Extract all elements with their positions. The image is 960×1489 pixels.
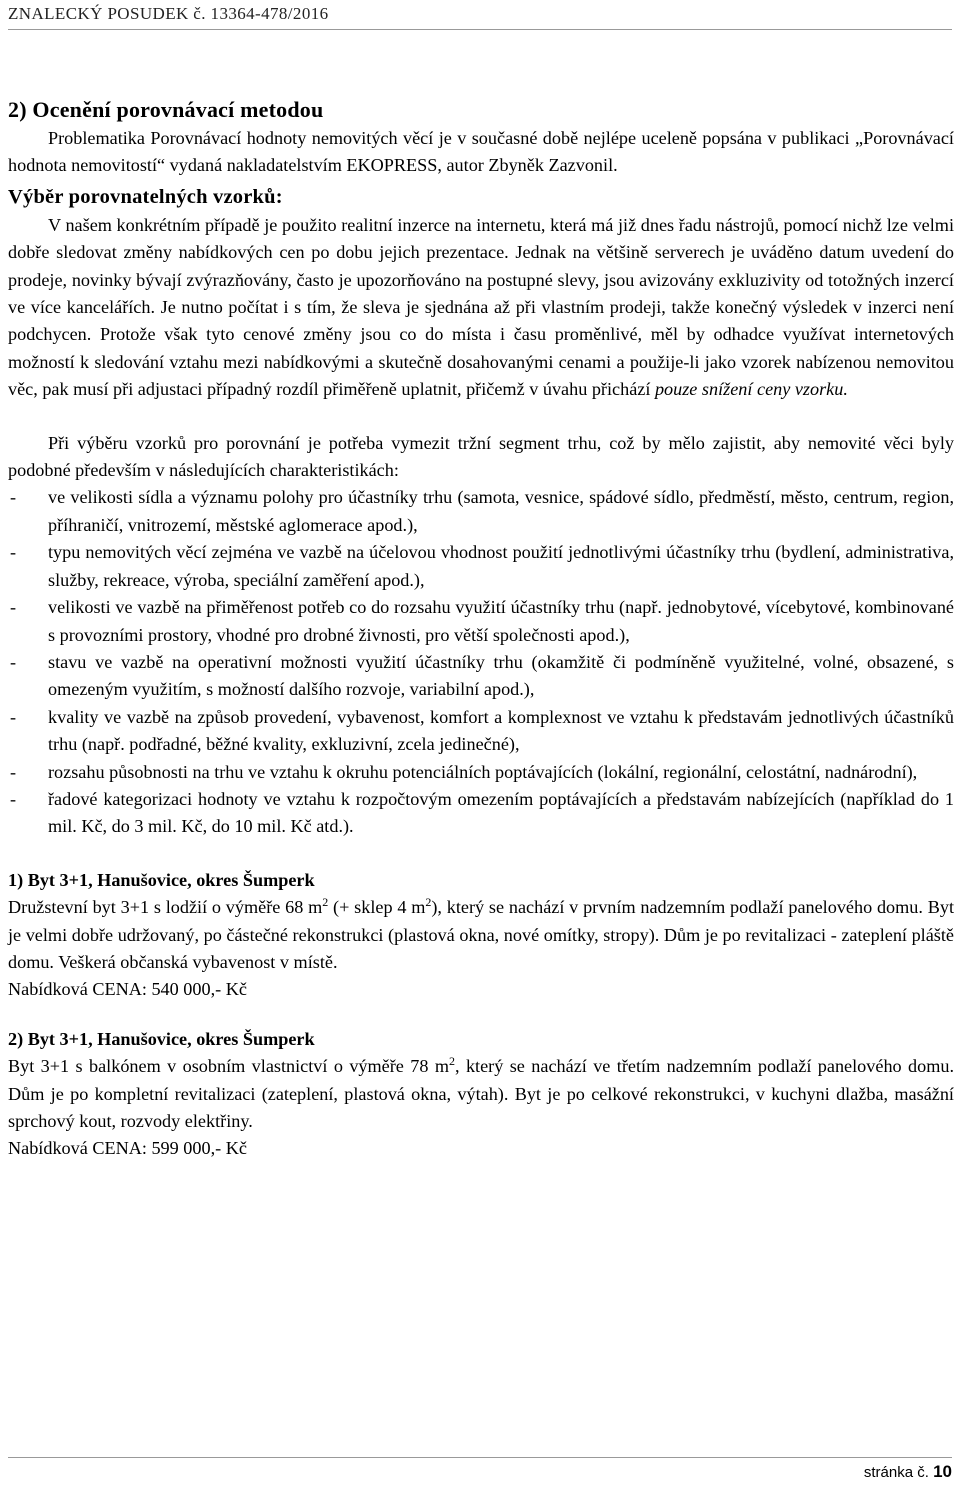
list-item [8, 594, 954, 649]
list-item [8, 704, 954, 759]
list-item [8, 539, 954, 594]
paragraph-1 [8, 212, 954, 404]
offer-1-title: 1) Byt 3+1, Hanušovice, okres Šumperk [8, 869, 315, 890]
offer-2-description [8, 1053, 954, 1135]
section-heading: 2) Ocenění porovnávací metodou [8, 97, 324, 122]
spacer [8, 1004, 954, 1014]
page-footer [864, 1462, 952, 1482]
spacer [8, 841, 954, 855]
offer-1-price: Nabídková CENA: 540 000,- Kč [8, 979, 247, 1000]
list-item [8, 786, 954, 841]
offer-2-sup-a: 2 [449, 1054, 456, 1069]
criteria-list [8, 484, 954, 840]
offer-2-desc-c: , který se nachází ve třetím nadzemním podlaží panelového domu. Dům je po kompletní revitalizaci (zateplení, plastová okna, výtah). Byt je po celkové rekonstrukci, v kuchyni dlažba, masážní sprchový kout, rozvody elektřiny. [8, 1056, 955, 1131]
list-item-text: typu nemovitých věcí zejména ve vazbě na účelovou vhodnost použití jednotlivými účastníky trhu (bydlení, administrativa, služby, rekreace, výroba, speciální zaměření apod.), [48, 542, 954, 590]
dash-marker: - [10, 542, 17, 563]
offer-1-description [8, 894, 954, 976]
offer-2-desc-a: Byt 3+1 s balkónem v osobním vlastnictví o výměře 78 m [8, 1056, 450, 1077]
document-header: ZNALECKÝ POSUDEK č. 13364-478/2016 [8, 4, 329, 23]
subheading: Výběr porovnatelných vzorků: [8, 185, 283, 208]
list-item-text: kvality ve vazbě na způsob provedení, vybavenost, komfort a komplexnost ve vztahu k představám jednotlivých účastníků trhu (např. podřadné, běžné kvality, exkluzivní, zcela jedinečné), [48, 706, 954, 755]
list-item-text: ve velikosti sídla a významu polohy pro účastníky trhu (samota, vesnice, spádové sídlo, předměstí, město, centrum, region, příhraničí, vnitrozemí, městské aglomerace apod.), [48, 487, 954, 535]
offer-1-desc-b: (+ sklep 4 m [328, 897, 426, 918]
dash-marker: - [10, 706, 17, 727]
list-item [8, 759, 954, 786]
spacer [8, 404, 954, 430]
paragraph-1-text: V našem konkrétním případě je použito realitní inzerce na internetu, která má již dnes řadu nástrojů, pomocí nichž lze velmi dobře sledovat změny nabídkových cen po dobu jejich prezentace. Jednak na většině serverech je uváděno datum uvedení do prodeje, novinky bývají zvýrazňovány, často je upozorňováno na postupné slevy, jsou avizovány exkluzivity od totožných inzercí ve více kancelářích. Je nutno počítat i s tím, že sleva je sjednána až při vlastním prodeji, takže konečný výsledek v inzerci není podchycen. Protože však tyto cenové změny jsou co do místa i času proměnlivé, měl by odhadce využívat internetových možností k sledování vztahu mezi nabídkovými a skutečně dosahovanými cenami a použije-li jako vzorek nabízenou nemovitou věc, pak musí při adjustaci případný rozdíl přiměřeně uplatnit, přičemž v úvahu přichází [8, 214, 954, 400]
paragraph-1-emphasis: pouze snížení ceny vzorku. [654, 379, 848, 400]
offer-2-price: Nabídková CENA: 599 000,- Kč [8, 1138, 247, 1159]
dash-marker: - [10, 487, 17, 508]
header-rule [8, 29, 952, 30]
offer-1-sup-a: 2 [322, 895, 329, 910]
paragraph-2: Při výběru vzorků pro porovnání je potřeba vymezit tržní segment trhu, což by mělo zajistit, aby nemovité věci byly podobné především v následujících charakteristikách: [8, 432, 954, 481]
dash-marker: - [10, 651, 17, 672]
list-item [8, 649, 954, 704]
dash-marker: - [10, 761, 17, 782]
intro-paragraph: Problematika Porovnávací hodnoty nemovitých věcí je v současné době nejlépe uceleně popsána v publikaci „Porovnávací hodnota nemovitostí“ vydaná nakladatelstvím EKOPRESS, autor Zbyněk Zazvonil. [8, 128, 954, 176]
footer-rule [8, 1457, 952, 1458]
offer-1-desc-a: Družstevní byt 3+1 s lodžií o výměře 68 m [8, 897, 323, 918]
page-label: stránka č. [863, 1464, 929, 1481]
dash-marker: - [10, 788, 17, 809]
list-item-text: rozsahu působnosti na trhu ve vztahu k okruhu potenciálních poptávajících (lokální, regionální, celostátní, nadnárodní), [48, 761, 918, 782]
list-item-text: řadové kategorizaci hodnoty ve vztahu k rozpočtovým omezením poptávajících a představám nabízejících (například do 1 mil. Kč, do 3 mil. Kč, do 10 mil. Kč atd.). [48, 788, 954, 837]
offer-1-sup-b: 2 [425, 895, 432, 910]
list-item-text: stavu ve vazbě na operativní možnosti využití účastníky trhu (okamžitě či podmíněně využitelné, volné, obsazené, s omezeným využitím, s možností dalšího rozvoje, variabilní apod.), [48, 651, 954, 700]
list-item [8, 484, 954, 539]
page-content [8, 95, 954, 1163]
offer-2-title: 2) Byt 3+1, Hanušovice, okres Šumperk [8, 1028, 315, 1049]
dash-marker: - [10, 597, 17, 618]
list-item-text: velikosti ve vazbě na přiměřenost potřeb co do rozsahu využití účastníky trhu (např. jednobytové, vícebytové, kombinované s provozními prostory, vhodné pro drobné živnosti, pro větší společnosti apod.), [48, 597, 954, 645]
page-number: 10 [933, 1462, 952, 1481]
offer-1-desc-c: ), který se nachází v prvním nadzemním podlaží panelového domu. Byt je velmi dobře udržovaný, po částečné rekonstrukci (plastová okna, nové omítky, stropy). Dům je po revitalizaci - zateplení pláště domu. Veškerá občanská vybavenost v místě. [8, 897, 955, 972]
